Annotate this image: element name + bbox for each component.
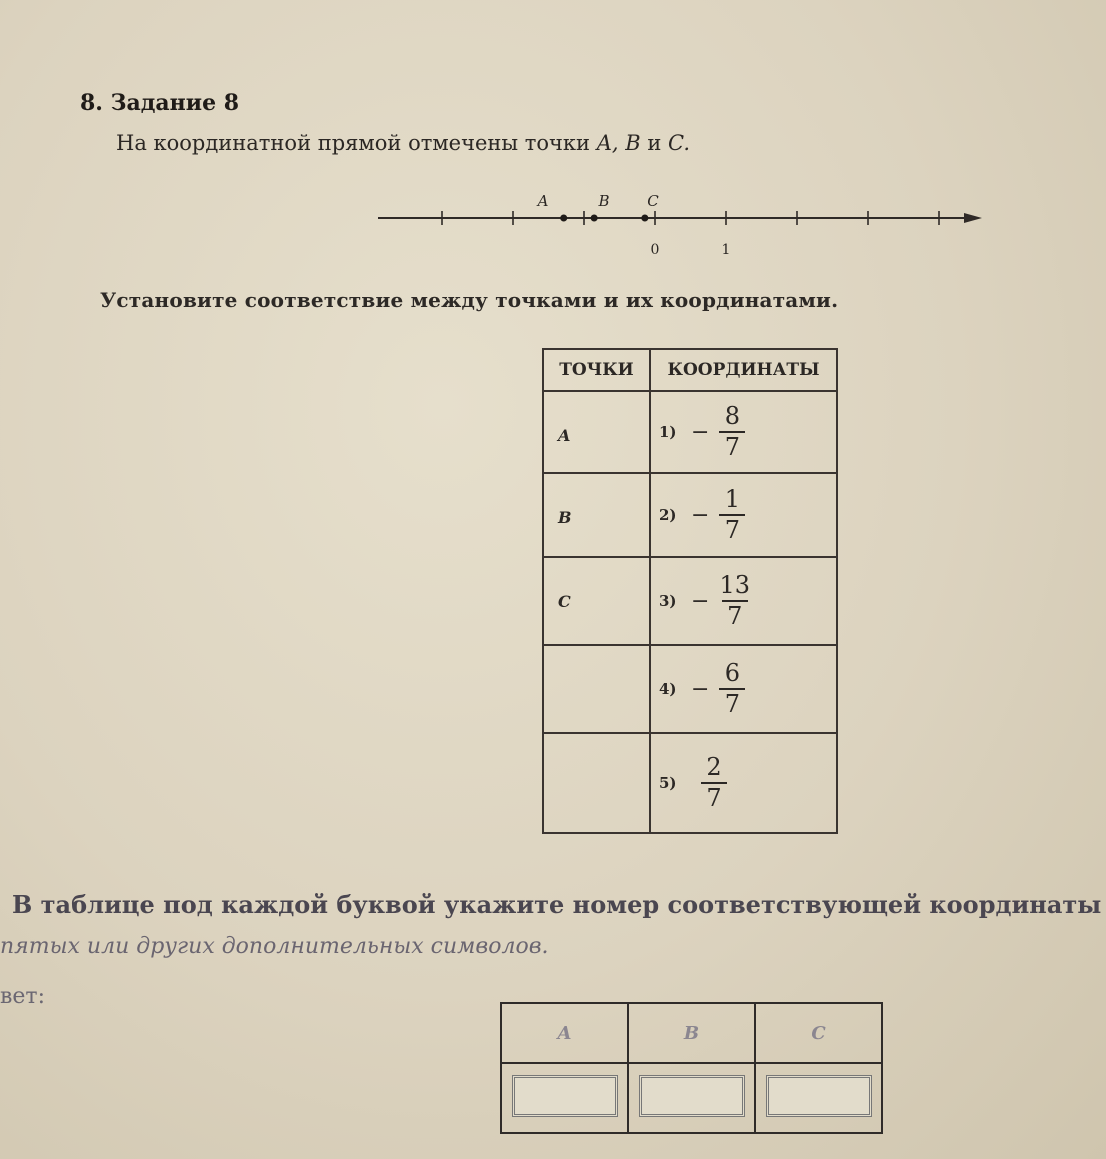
coordinate-cell	[650, 391, 837, 473]
coordinate-cell	[650, 733, 837, 833]
match-table	[542, 348, 838, 834]
fraction-numerator: 13	[719, 570, 750, 599]
number-line-point-c	[641, 215, 648, 222]
coordinate-number: 4)	[659, 680, 677, 698]
header-coordinates: КООРДИНАТЫ	[650, 349, 837, 391]
table-row	[543, 391, 837, 473]
task-title: 8. Задание 8	[80, 90, 240, 116]
number-line	[370, 186, 990, 266]
fraction-denominator: 7	[706, 784, 722, 812]
point-cell	[543, 645, 650, 733]
answer-label: вет:	[0, 984, 45, 1009]
answer-header-c: C	[755, 1003, 882, 1063]
task-statement	[116, 131, 690, 155]
fraction	[719, 401, 745, 461]
answer-table	[500, 1002, 883, 1134]
point-label-b: B	[598, 192, 610, 210]
point-cell: C	[543, 557, 650, 645]
statement-last: C.	[668, 131, 691, 155]
instruction-text: Установите соответствие между точками и их координатами.	[100, 288, 839, 312]
answer-box-b[interactable]	[639, 1075, 745, 1117]
answer-header-b: B	[628, 1003, 755, 1063]
fraction-denominator: 7	[724, 433, 741, 461]
number-line-point-a	[560, 215, 567, 222]
fraction-numerator: 6	[724, 658, 741, 687]
fraction	[719, 484, 745, 544]
answer-input-row	[501, 1063, 882, 1133]
fraction	[719, 658, 745, 718]
answer-header-row	[501, 1003, 882, 1063]
coordinate-sign: −	[691, 676, 710, 702]
point-cell: A	[543, 391, 650, 473]
fraction	[719, 570, 750, 630]
coordinate-sign: −	[691, 588, 710, 614]
statement-prefix: На координатной прямой отмечены точки	[116, 131, 597, 155]
coordinate-number: 2)	[659, 506, 677, 524]
table-row	[543, 645, 837, 733]
table-row	[543, 473, 837, 557]
statement-points: A, B	[596, 131, 641, 155]
coordinate-number: 3)	[659, 592, 677, 610]
table-row	[543, 557, 837, 645]
fraction-denominator: 7	[724, 516, 741, 544]
point-label-c: C	[647, 192, 659, 210]
tick-label-zero: 0	[650, 242, 660, 258]
fraction	[701, 752, 727, 812]
tick-label-one: 1	[721, 242, 731, 258]
fraction-numerator: 1	[724, 484, 741, 513]
coordinate-sign: −	[691, 502, 710, 528]
coordinate-cell	[650, 645, 837, 733]
point-cell: B	[543, 473, 650, 557]
coordinate-number: 1)	[659, 423, 677, 441]
fraction-numerator: 2	[706, 752, 722, 781]
fraction-denominator: 7	[727, 602, 743, 630]
coordinate-cell	[650, 473, 837, 557]
answer-cell-b	[628, 1063, 755, 1133]
point-cell	[543, 733, 650, 833]
coordinate-cell	[650, 557, 837, 645]
statement-and: и	[640, 131, 669, 155]
number-line-arrow	[964, 213, 982, 223]
coordinate-number: 5)	[659, 774, 677, 792]
match-table-header-row	[543, 349, 837, 391]
fraction-numerator: 8	[724, 401, 741, 430]
number-line-point-b	[591, 215, 598, 222]
answer-box-c[interactable]	[766, 1075, 872, 1117]
point-label-a: A	[537, 192, 549, 210]
answer-instruction-continued: пятых или других дополнительных символов.	[0, 934, 549, 959]
coordinate-sign: −	[691, 419, 710, 445]
table-row	[543, 733, 837, 833]
answer-box-a[interactable]	[512, 1075, 618, 1117]
answer-cell-c	[755, 1063, 882, 1133]
header-points: ТОЧКИ	[543, 349, 650, 391]
fraction-denominator: 7	[724, 690, 741, 718]
answer-cell-a	[501, 1063, 628, 1133]
answer-header-a: A	[501, 1003, 628, 1063]
answer-instruction: В таблице под каждой буквой укажите номер соответствующей координаты	[12, 890, 1102, 919]
